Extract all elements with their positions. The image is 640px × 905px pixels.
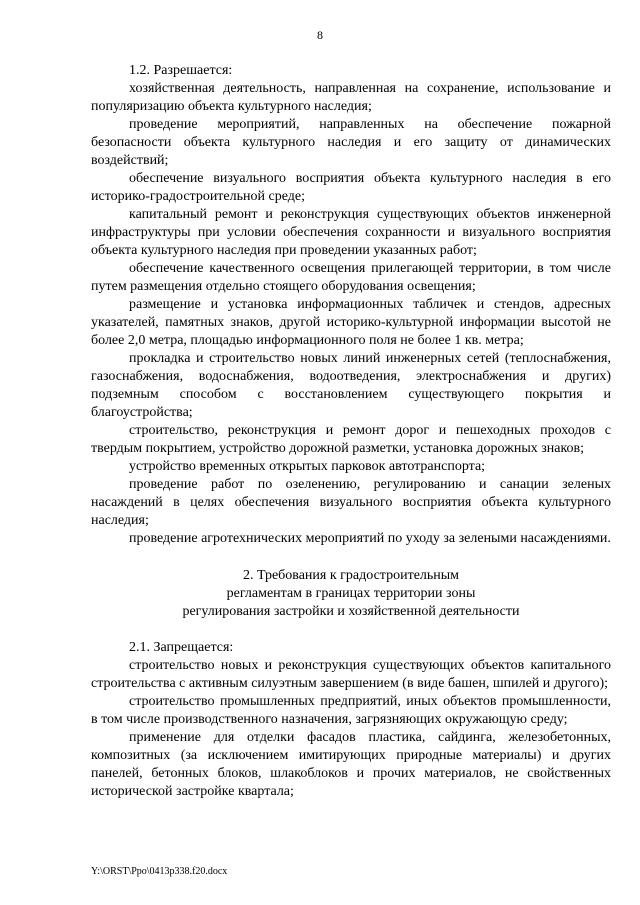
list-item: прокладка и строительство новых линий инженерных сетей (теплоснабжения, газоснабжения, водоснабжения, водоотведения, электроснабжения и других) подземным способом с восстановлением существующего покрытия и благоустройства; [91, 351, 611, 420]
list-item: строительство, реконструкция и ремонт дорог и пешеходных проходов с твердым покрытием, устройство дорожной разметки, установка дорожных знаков; [91, 423, 611, 456]
list-item: капитальный ремонт и реконструкция существующих объектов инженерной инфраструктуры при условии обеспечения сохранности и визуального восприятия объекта культурного наследия при проведении указанных работ; [91, 207, 611, 258]
list-item: строительство новых и реконструкция существующих объектов капитального строительства с активным силуэтным завершением (в виде башен, шпилей и другого); [91, 658, 611, 691]
list-item: устройство временных открытых парковок автотранспорта; [129, 459, 486, 474]
section-2-title [91, 567, 611, 621]
list-item: хозяйственная деятельность, направленная на сохранение, использование и популяризацию объекта культурного наследия; [91, 81, 611, 114]
section-1-2-heading: 1.2. Разрешается: [129, 63, 233, 78]
list-item: проведение работ по озеленению, регулированию и санации зеленых насаждений в целях обеспечения визуального восприятия объекта культурного наследия; [91, 477, 611, 528]
document-body [91, 62, 611, 801]
page-number: 8 [317, 28, 323, 42]
section-title-line: регулирования застройки и хозяйственной деятельности [182, 604, 520, 619]
list-item: размещение и установка информационных табличек и стендов, адресных указателей, памятных знаков, другой историко-культурной информации высотой не более 2,0 метра, площадью информационного поля не более 1 кв. метра; [91, 297, 611, 348]
file-path-footer: Y:\ORST\Ppo\0413p338.f20.docx [91, 866, 228, 877]
section-title-line: 2. Требования к градостроительным [242, 568, 460, 583]
section-title-line: регламентам в границах территории зоны [226, 586, 476, 601]
list-item: обеспечение визуального восприятия объекта культурного наследия в его историко-градостроительной среде; [91, 171, 611, 204]
list-item: строительство промышленных предприятий, иных объектов промышленности, в том числе производственного назначения, загрязняющих окружающую среду; [91, 694, 611, 727]
list-item: проведение агротехнических мероприятий по уходу за зелеными насаждениями. [129, 531, 611, 546]
list-item: применение для отделки фасадов пластика, сайдинга, железобетонных, композитных (за исключением имитирующих природные материалы) и других панелей, бетонных блоков, шлакоблоков и прочих материалов, не свойственных исторической застройке квартала; [91, 730, 611, 799]
list-item: проведение мероприятий, направленных на обеспечение пожарной безопасности объекта культурного наследия и его защиту от динамических воздействий; [91, 117, 611, 168]
list-item: обеспечение качественного освещения прилегающей территории, в том числе путем размещения отдельно стоящего оборудования освещения; [91, 261, 611, 294]
section-2-1-heading: 2.1. Запрещается: [129, 640, 234, 655]
